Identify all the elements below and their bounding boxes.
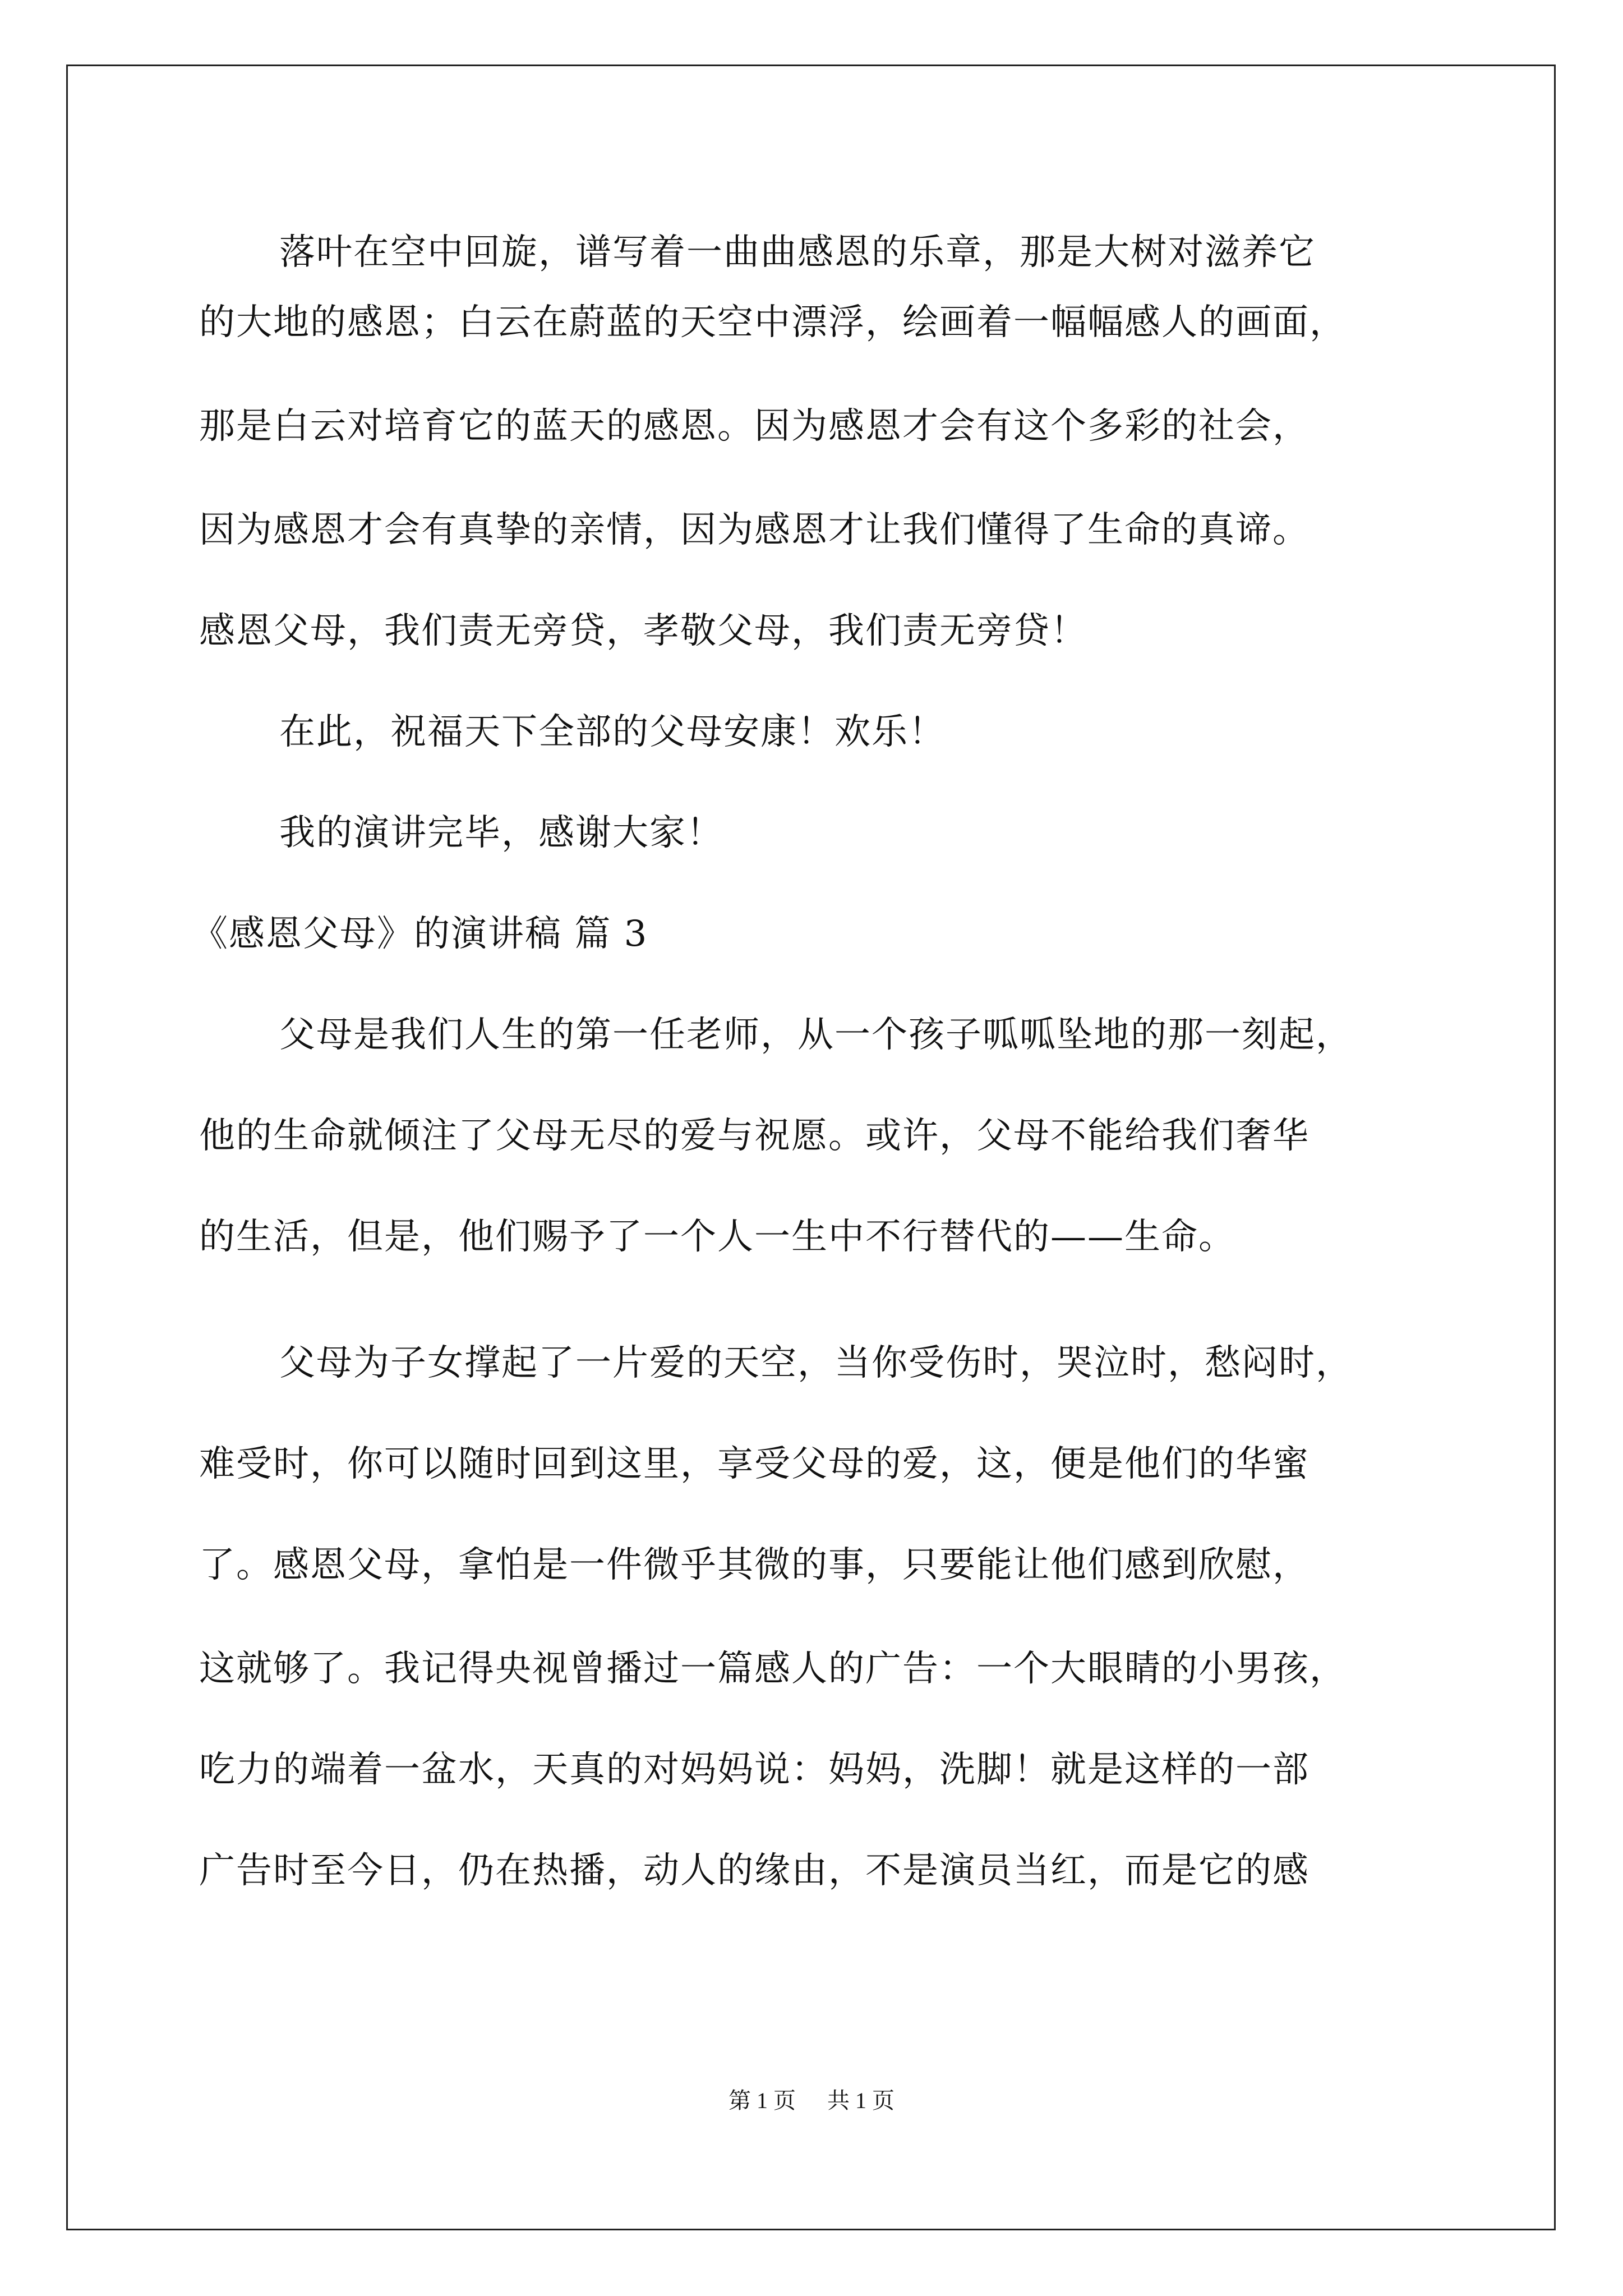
paragraph-3-line-1: 我的演讲完毕，感谢大家！ [279, 812, 723, 854]
paragraph-4-line-1: 父母是我们人生的第一任老师，从一个孩子呱呱坠地的那一刻起， [279, 1014, 1353, 1056]
paragraph-5-line-5: 吃力的端着一盆水，天真的对妈妈说：妈妈，洗脚！就是这样的一部 [199, 1749, 1310, 1791]
paragraph-5-line-2: 难受时，你可以随时回到这里，享受父母的爱，这，便是他们的华蜜 [199, 1443, 1310, 1485]
paragraph-5-line-1: 父母为子女撑起了一片爱的天空，当你受伤时，哭泣时，愁闷时， [279, 1342, 1353, 1384]
paragraph-1-line-3: 那是白云对培育它的蓝天的感恩。因为感恩才会有这个多彩的社会， [199, 406, 1310, 447]
page-number: 第 1 页 [728, 2088, 796, 2113]
paragraph-5-line-6: 广告时至今日，仍在热播，动人的缘由，不是演员当红，而是它的感 [199, 1850, 1310, 1892]
paragraph-1-line-5: 感恩父母，我们责无旁贷，孝敬父母，我们责无旁贷！ [199, 610, 1087, 652]
section-heading: 《感恩父母》的演讲稿 篇 3 [192, 913, 648, 955]
paragraph-1-line-4: 因为感恩才会有真挚的亲情，因为感恩才让我们懂得了生命的真谛。 [199, 509, 1310, 551]
paragraph-4-line-3: 的生活，但是，他们赐予了一个人一生中不行替代的——生命。 [199, 1216, 1235, 1258]
page-total: 共 1 页 [827, 2088, 895, 2113]
paragraph-1-line-2: 的大地的感恩；白云在蔚蓝的天空中漂浮，绘画着一幅幅感人的画面， [199, 302, 1347, 343]
page-footer [0, 2087, 1623, 2115]
paragraph-4-line-2: 他的生命就倾注了父母无尽的爱与祝愿。或许，父母不能给我们奢华 [199, 1115, 1310, 1157]
paragraph-5-line-4: 这就够了。我记得央视曾播过一篇感人的广告：一个大眼睛的小男孩， [199, 1648, 1347, 1690]
paragraph-5-line-3: 了。感恩父母，拿怕是一件微乎其微的事，只要能让他们感到欣慰， [199, 1544, 1310, 1586]
paragraph-2-line-1: 在此，祝福天下全部的父母安康！欢乐！ [279, 711, 946, 753]
paragraph-1-line-1: 落叶在空中回旋，谱写着一曲曲感恩的乐章，那是大树对滋养它 [279, 232, 1316, 273]
